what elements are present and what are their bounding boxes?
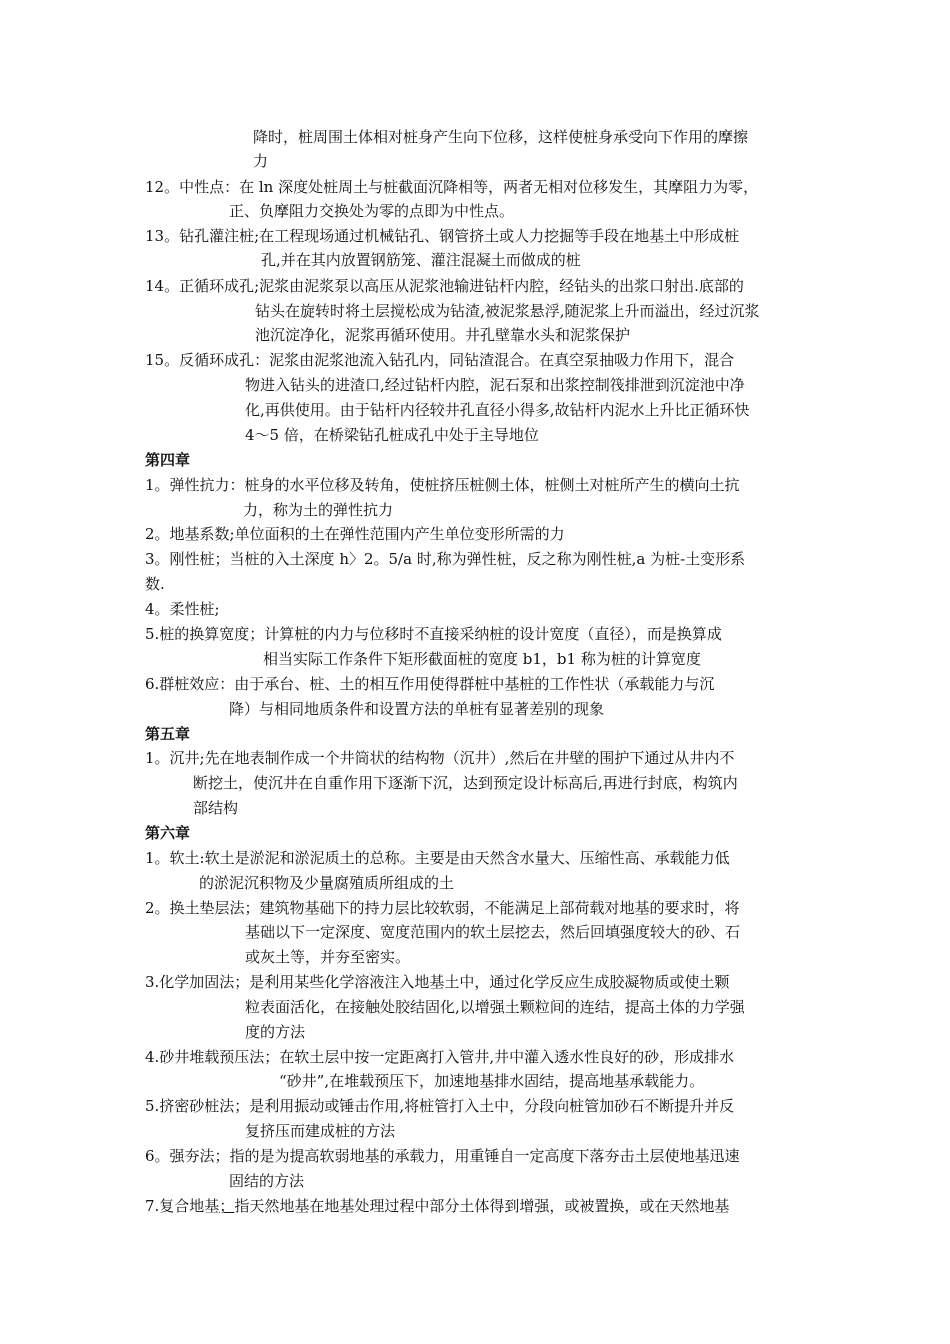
text-line: 正、负摩阻力交换处为零的点即为中性点。 bbox=[229, 202, 515, 220]
text-line: 降）与相同地质条件和设置方法的单桩有显著差别的现象 bbox=[229, 700, 605, 718]
text-line: 14。正循环成孔;泥浆由泥浆泵以高压从泥浆池输进钻杆内腔，经钻头的出浆口射出.底部的 bbox=[145, 277, 744, 295]
text-line: 孔,并在其内放置钢筋笼、灌注混凝土而做成的桩 bbox=[261, 251, 581, 269]
text-line: 3。刚性桩；当桩的入土深度 h〉2。5/a 时,称为弹性桩，反之称为刚性桩,a 为桩-土变形系 bbox=[145, 550, 746, 568]
text-line: 池沉淀净化，泥浆再循环使用。井孔壁靠水头和泥浆保护 bbox=[255, 326, 631, 344]
text-line: 钻头在旋转时将土层搅松成为钻渣,被泥浆悬浮,随泥浆上升而溢出，经过沉浆 bbox=[255, 302, 760, 320]
chapter-heading: 第五章 bbox=[145, 725, 191, 743]
text-line: 断挖土，使沉井在自重作用下逐渐下沉，达到预定设计标高后,再进行封底，构筑内 bbox=[193, 774, 738, 792]
text-line: 2。换土垫层法；建筑物基础下的持力层比较软弱，不能满足上部荷载对地基的要求时，将 bbox=[145, 899, 740, 917]
text-line: 化,再供使用。由于钻杆内径较井孔直径小得多,故钻杆内泥水上升比正循环快 bbox=[245, 401, 750, 419]
definition-text: 指天然地基在地基处理过程中部分土体得到增强，或被置换，或在天然地基 bbox=[234, 1197, 730, 1215]
text-line: 或灰土等，并夯至密实。 bbox=[245, 948, 411, 966]
text-line: 5.挤密砂桩法；是利用振动或锤击作用,将桩管打入土中，分段向桩管加砂石不断提升并反 bbox=[145, 1097, 735, 1115]
term-label: 7.复合地基 bbox=[145, 1197, 220, 1215]
text-line: 物进入钻头的进渣口,经过钻杆内腔，泥石泵和出浆控制筏排泄到沉淀池中净 bbox=[245, 376, 745, 394]
text-line: 粒表面活化，在接触处胶结固化,以增强土颗粒间的连结，提高土体的力学强 bbox=[245, 998, 745, 1016]
text-line: 15。反循环成孔：泥浆由泥浆池流入钻孔内，同钻渣混合。在真空泵抽吸力作用下，混合 bbox=[145, 351, 735, 369]
text-line: 固结的方法 bbox=[229, 1172, 305, 1190]
text-line: 1。软土:软土是淤泥和淤泥质土的总称。主要是由天然含水量大、压缩性高、承载能力低 bbox=[145, 849, 730, 867]
text-line: 1。沉井;先在地表制作成一个井筒状的结构物（沉井）,然后在井壁的围护下通过从井内不 bbox=[145, 749, 735, 767]
text-line bbox=[145, 1194, 729, 1218]
text-line: 的淤泥沉积物及少量腐殖质所组成的土 bbox=[199, 874, 455, 892]
text-line: 力，称为土的弹性抗力 bbox=[243, 501, 394, 519]
text-line: 2。地基系数;单位面积的土在弹性范围内产生单位变形所需的力 bbox=[145, 525, 565, 543]
text-line: 数. bbox=[145, 575, 165, 593]
text-line: 基础以下一定深度、宽度范围内的软土层挖去，然后回填强度较大的砂、石 bbox=[245, 923, 741, 941]
text-line: 力 bbox=[253, 152, 269, 170]
text-line: 相当实际工作条件下矩形截面桩的宽度 b1，b1 称为桩的计算宽度 bbox=[263, 650, 701, 668]
text-line: 4。柔性桩; bbox=[145, 600, 220, 618]
text-line: 1。弹性抗力：桩身的水平位移及转角，使桩挤压桩侧土体，桩侧土对桩所产生的横向土抗 bbox=[145, 476, 740, 494]
text-line: 复挤压而建成桩的方法 bbox=[245, 1122, 396, 1140]
text-line: 4～5 倍，在桥梁钻孔桩成孔中处于主导地位 bbox=[245, 426, 539, 444]
text-line: 13。钻孔灌注桩;在工程现场通过机械钻孔、钢管挤土或人力挖掘等手段在地基土中形成桩 bbox=[145, 227, 740, 245]
text-line: 6。强夯法；指的是为提高软弱地基的承载力，用重锤自一定高度下落夯击土层使地基迅速 bbox=[145, 1147, 740, 1165]
text-line: 4.砂井堆载预压法；在软土层中按一定距离打入管井,井中灌入透水性良好的砂，形成排水 bbox=[145, 1048, 735, 1066]
text-line: 6.群桩效应：由于承台、桩、土的相互作用使得群桩中基桩的工作性状（承载能力与沉 bbox=[145, 675, 715, 693]
text-line: 3.化学加固法；是利用某些化学溶液注入地基土中，通过化学反应生成胶凝物质或使土颗 bbox=[145, 973, 730, 991]
text-line: 部结构 bbox=[193, 799, 239, 817]
text-line: 度的方法 bbox=[245, 1023, 306, 1041]
text-line: 5.桩的换算宽度；计算桩的内力与位移时不直接采纳桩的设计宽度（直径），而是换算成 bbox=[145, 625, 722, 643]
text-line: 12。中性点：在 ln 深度处桩周土与桩截面沉降相等，两者无相对位移发生，其摩阻力为零， bbox=[145, 178, 759, 196]
text-line: “砂井”,在堆载预压下，加速地基排水固结，提高地基承载能力。 bbox=[279, 1072, 705, 1090]
text-line: 降时，桩周围土体相对桩身产生向下位移，这样使桩身承受向下作用的摩擦 bbox=[253, 128, 749, 146]
underlined-punctuation: ； bbox=[219, 1197, 235, 1215]
chapter-heading: 第四章 bbox=[145, 451, 191, 469]
chapter-heading: 第六章 bbox=[145, 824, 191, 842]
